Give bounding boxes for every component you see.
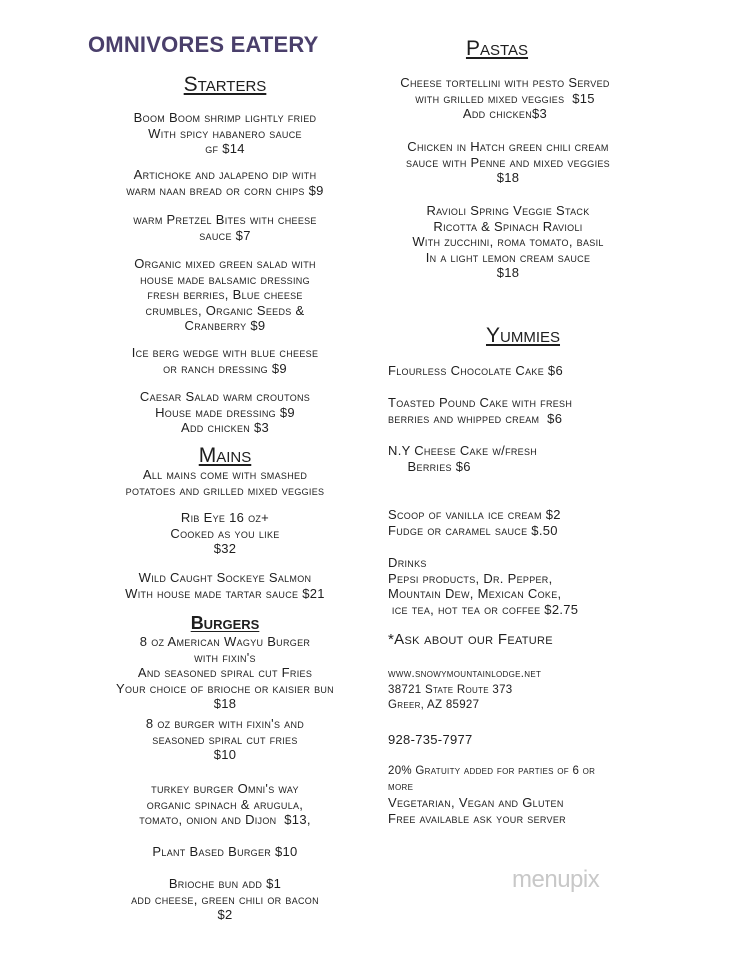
menu-item bbox=[388, 764, 595, 795]
menu-item-line: All mains come with smashed bbox=[142, 467, 308, 482]
menu-item-line: Ricotta & Spinach Ravioli bbox=[433, 218, 583, 234]
menu-item bbox=[133, 212, 316, 243]
menu-item-line: Flourless Chocolate Cake $6 bbox=[388, 363, 563, 378]
menu-item-line: $32 bbox=[213, 541, 237, 557]
section-heading-burgers: Burgers bbox=[190, 613, 260, 633]
menu-item bbox=[388, 795, 566, 826]
menu-item-line: or ranch dressing $9 bbox=[163, 360, 287, 376]
menu-item-line: Brioche bun add $1 bbox=[168, 876, 282, 891]
menu-item-line: 8 oz American Wagyu Burger bbox=[139, 634, 311, 649]
section-heading-pastas: Pastas bbox=[465, 37, 529, 60]
menu-item-line: with grilled mixed veggies $15 bbox=[415, 90, 595, 106]
menu-item-line: 38721 State Route 373 bbox=[388, 683, 513, 696]
menu-item-line: $10 bbox=[213, 747, 237, 763]
menu-item-line: potatoes and grilled mixed veggies bbox=[125, 482, 325, 498]
menu-item-line: Vegetarian, Vegan and Gluten bbox=[388, 795, 564, 810]
menu-item-line: 8 oz burger with fixin's and bbox=[145, 716, 305, 731]
menu-item bbox=[134, 256, 316, 334]
menu-item-line: Cranberry $9 bbox=[184, 318, 266, 334]
menu-item-line: Cooked as you like bbox=[170, 525, 280, 541]
menu-item-line: With zucchini, roma tomato, basil bbox=[412, 234, 604, 250]
menu-item-line: Wild Caught Sockeye Salmon bbox=[138, 570, 312, 585]
menu-item-line: $18 bbox=[213, 696, 237, 712]
menu-item bbox=[388, 632, 553, 648]
menu-item-line: sauce $7 bbox=[199, 227, 251, 243]
menu-item-line: house made balsamic dressing bbox=[140, 271, 310, 287]
menu-item-line: Your choice of brioche or kaisier bun bbox=[116, 680, 334, 696]
menu-item bbox=[152, 844, 297, 860]
menu-item-line: fresh berries, Blue cheese bbox=[147, 287, 303, 303]
menu-item-line: www.snowymountainlodge.net bbox=[388, 668, 542, 680]
menu-item bbox=[388, 667, 541, 714]
menu-item-line: Ice berg wedge with blue cheese bbox=[131, 345, 319, 360]
menu-item bbox=[116, 634, 334, 712]
menu-item-line: Greer, AZ 85927 bbox=[388, 699, 480, 712]
menu-item-line: Mountain Dew, Mexican Coke, bbox=[388, 586, 562, 602]
menu-item bbox=[388, 732, 473, 748]
menu-item-line: ice tea, hot tea or coffee $2.75 bbox=[388, 601, 579, 617]
menu-item-line: N.Y Cheese Cake w/fresh bbox=[388, 443, 538, 458]
menu-item-line: Cheese tortellini with pesto Served bbox=[400, 75, 610, 90]
menu-item-line: 20% Gratuity added for parties of 6 or bbox=[388, 765, 596, 777]
menu-item-line: And seasoned spiral cut Fries bbox=[137, 665, 313, 681]
section-heading-mains: Mains bbox=[198, 444, 252, 467]
menu-item-line: Berries $6 bbox=[388, 458, 471, 474]
menu-item-line: turkey burger Omni's way bbox=[151, 781, 299, 796]
menu-item bbox=[132, 345, 319, 376]
menu-item-line: seasoned spiral cut fries bbox=[152, 731, 298, 747]
menu-item-line: Add chicken$3 bbox=[462, 106, 548, 122]
menu-item bbox=[140, 389, 310, 436]
menu-item-line: With spicy habanero sauce bbox=[148, 125, 302, 141]
menu-item bbox=[131, 876, 319, 923]
menu-item-line: warm Pretzel Bites with cheese bbox=[133, 212, 317, 227]
menu-item-line: Chicken in Hatch green chili cream bbox=[407, 139, 609, 154]
menu-item bbox=[139, 781, 311, 828]
menu-item bbox=[125, 570, 325, 601]
menu-item-line: add cheese, green chili or bacon bbox=[131, 891, 319, 907]
menu-item-line: Free available ask your server bbox=[388, 810, 566, 826]
menu-item-line: $2 bbox=[217, 907, 233, 923]
menu-item bbox=[126, 467, 325, 498]
menu-item-line: Boom Boom shrimp lightly fried bbox=[133, 110, 317, 125]
menu-item bbox=[134, 110, 317, 157]
menu-item-line: 928-735-7977 bbox=[388, 732, 473, 747]
menu-item-line: In a light lemon cream sauce bbox=[425, 249, 591, 265]
menu-item-line: tomato, onion and Dijon $13, bbox=[139, 812, 311, 828]
menu-item-line: Ravioli Spring Veggie Stack bbox=[426, 203, 590, 218]
menu-item bbox=[388, 555, 578, 617]
menu-item bbox=[400, 75, 609, 122]
menu-item-line: Artichoke and jalapeno dip with bbox=[133, 167, 317, 182]
menu-item bbox=[412, 203, 603, 281]
menu-item-line: crumbles, Organic Seeds & bbox=[145, 302, 305, 318]
menu-item-line: more bbox=[388, 780, 414, 793]
section-heading-starters: Starters bbox=[183, 73, 267, 96]
menu-item-line: *Ask about our Feature bbox=[388, 631, 553, 648]
menu-item-line: Add chicken $3 bbox=[180, 420, 270, 436]
menu-item-line: with fixin's bbox=[194, 649, 256, 665]
menu-item-line: warm naan bread or corn chips $9 bbox=[126, 182, 324, 198]
menu-item-line: $18 bbox=[496, 170, 520, 186]
menu-item-line: Drinks bbox=[388, 555, 427, 570]
menu-item bbox=[388, 395, 572, 426]
menu-item-line: berries and whipped cream $6 bbox=[388, 410, 563, 426]
menu-item-line: Scoop of vanilla ice cream $2 bbox=[388, 507, 561, 522]
menu-item-line: Organic mixed green salad with bbox=[134, 256, 316, 271]
menu-item bbox=[388, 443, 537, 474]
menu-item bbox=[126, 167, 323, 198]
menu-item-line: organic spinach & arugula, bbox=[146, 796, 304, 812]
restaurant-title: OMNIVORES EATERY bbox=[88, 32, 319, 57]
menu-item bbox=[146, 716, 304, 763]
menu-item-line: $18 bbox=[496, 265, 520, 281]
menu-item-line: House made dressing $9 bbox=[155, 404, 295, 420]
menu-item bbox=[170, 510, 279, 557]
menu-item-line: Pepsi products, Dr. Pepper, bbox=[388, 570, 553, 586]
section-heading-yummies: Yummies bbox=[485, 324, 561, 347]
menu-item-line: Caesar Salad warm croutons bbox=[139, 389, 311, 404]
menu-item-line: With house made tartar sauce $21 bbox=[125, 585, 325, 601]
menu-item-line: Rib Eye 16 oz+ bbox=[180, 510, 270, 525]
menu-item bbox=[406, 139, 610, 186]
menu-item-line: Toasted Pound Cake with fresh bbox=[388, 395, 573, 410]
menu-item bbox=[388, 507, 561, 538]
menupix-watermark: menupix bbox=[512, 866, 600, 893]
menu-item-line: gf $14 bbox=[205, 141, 245, 157]
menu-item bbox=[388, 363, 563, 379]
menu-item-line: Plant Based Burger $10 bbox=[152, 844, 298, 859]
menu-item-line: sauce with Penne and mixed veggies bbox=[406, 154, 610, 170]
menu-item-line: Fudge or caramel sauce $.50 bbox=[388, 522, 558, 538]
